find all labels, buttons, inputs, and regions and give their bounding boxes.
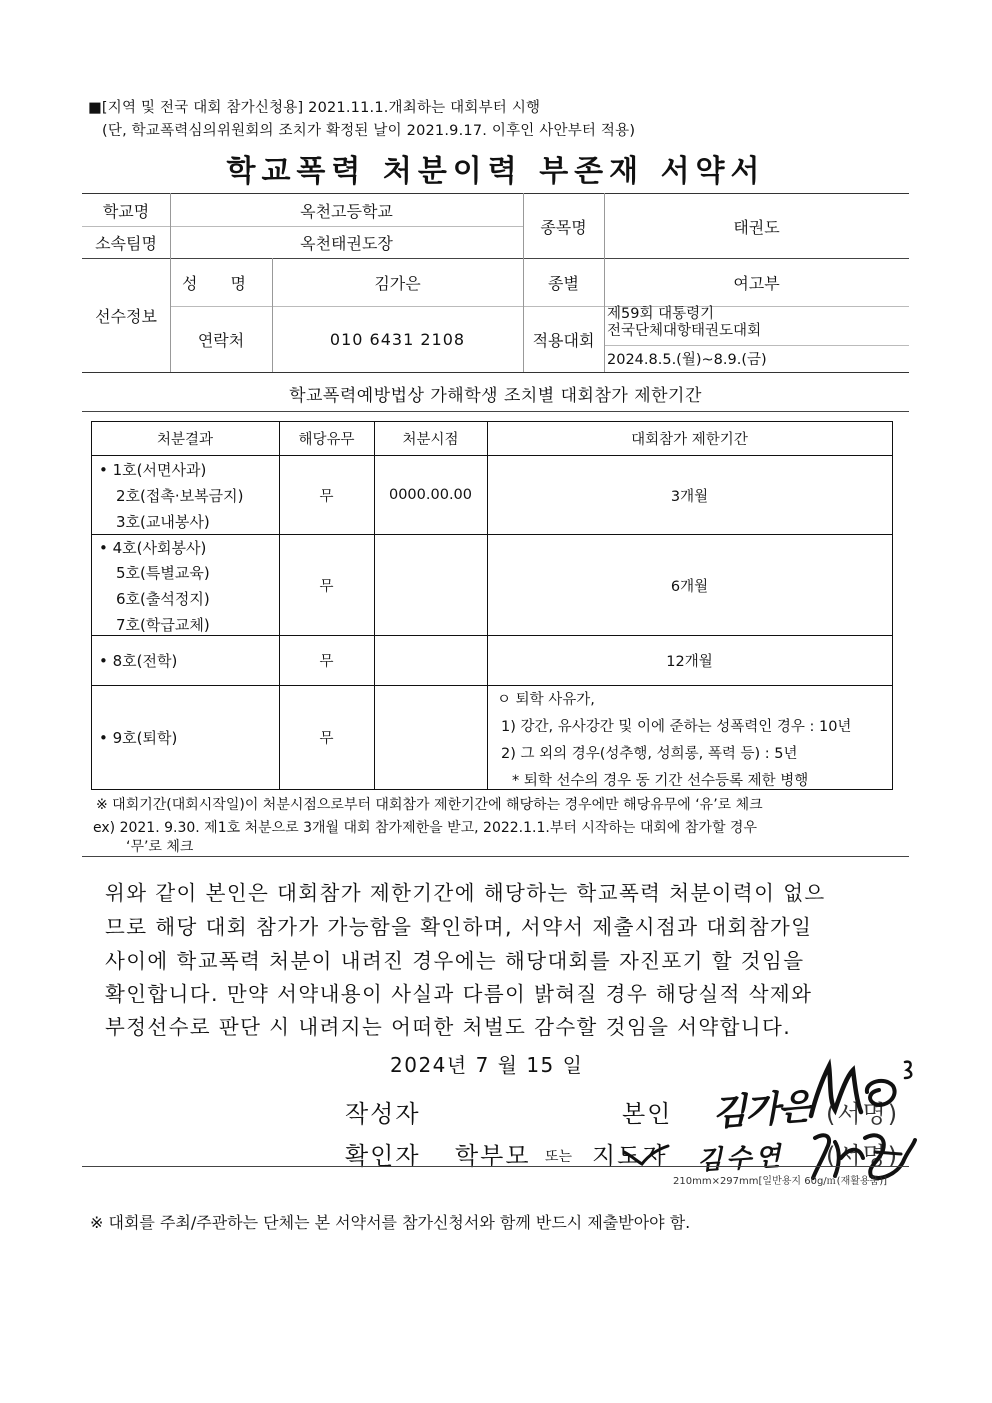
event-line-2: 전국단체대항태권도대회 — [607, 323, 762, 339]
event-line-1: 제59회 대통령기 — [607, 306, 715, 322]
confirmer-handwritten-name: 김수연 — [696, 1141, 786, 1177]
col-header-period: 대회참가 제한기간 — [631, 432, 748, 448]
row4-date — [374, 686, 487, 788]
row2-item-4: 7호(학급교체) — [116, 616, 210, 634]
row2-item-3: 6호(출석정지) — [116, 590, 210, 608]
row1-item-3: 3호(교내봉사) — [116, 513, 210, 531]
check-mark-scribble — [620, 1142, 672, 1168]
contact-value: 010 6431 2108 — [329, 329, 466, 349]
note-1: ※ 대회기간(대회시작일)이 처분시점으로부터 대회참가 제한기간에 해당하는 경우에만 해당유무에 ‘유’로 체크 — [96, 797, 763, 813]
seal-2: (서명) — [826, 1142, 900, 1170]
row1-date: 0000.00.00 — [388, 487, 473, 503]
row4-applicable: 무 — [319, 730, 334, 747]
self-label: 본인 — [622, 1100, 673, 1128]
notice-line-2: (단, 학교폭력심의위원회의 조치가 확정된 날이 2021.9.17. 이후인 사안부터 적용) — [102, 123, 636, 139]
paper-spec: 210mm×297mm[일반용지 60g/㎡(재활용품)] — [673, 1176, 888, 1187]
row4-period-line-1: ㅇ 퇴학 사유가, — [497, 692, 595, 708]
school-label: 학교명 — [102, 201, 150, 221]
contact-label: 연락처 — [197, 330, 245, 350]
parent-label: 학부모 — [455, 1142, 531, 1170]
or-label: 또는 — [545, 1149, 573, 1165]
pledge-line-1: 위와 같이 본인은 대회참가 제한기간에 해당하는 학교폭력 처분이력이 없으 — [105, 881, 826, 905]
note-3: ‘무’로 체크 — [126, 839, 194, 855]
sport-label: 종목명 — [540, 217, 587, 237]
name-label: 성 명 — [182, 273, 260, 293]
row3-date — [374, 636, 487, 685]
pledge-line-2: 므로 해당 대회 참가가 가능함을 확인하며, 서약서 제출시점과 대회참가일 — [105, 915, 813, 939]
col-header-date: 처분시점 — [402, 432, 459, 448]
team-label: 소속팀명 — [95, 233, 157, 253]
row1-item-2: 2호(접촉·보복금지) — [116, 487, 244, 505]
row3-applicable: 무 — [319, 654, 334, 670]
event-label: 적용대회 — [532, 330, 595, 350]
row2-item-2: 5호(특별교육) — [116, 564, 210, 582]
row1-item-1: • 1호(서면사과) — [99, 461, 207, 479]
row1-period: 3개월 — [670, 488, 709, 505]
col-header-applicable: 해당유무 — [298, 432, 355, 448]
seal-1: (서명) — [826, 1100, 900, 1128]
notice-line-1: ■[지역 및 전국 대회 참가신청용] 2021.11.1.개최하는 대회부터 시행 — [88, 100, 541, 116]
row2-applicable: 무 — [319, 578, 334, 595]
writer-label: 작성자 — [345, 1100, 421, 1128]
confirmer-label: 확인자 — [345, 1142, 421, 1170]
name-value: 김가은 — [374, 273, 421, 293]
note-2: ex) 2021. 9.30. 제1호 처분으로 3개월 대회 참가제한을 받고, 2022.1.1.부터 시작하는 대회에 참가할 경우 — [93, 820, 757, 836]
row2-period: 6개월 — [670, 578, 709, 595]
pledge-line-4: 확인합니다. 만약 서약내용이 사실과 다름이 밝혀질 경우 해당실적 삭제와 — [105, 982, 813, 1006]
row4-period-line-3: 2) 그 외의 경우(성추행, 성희롱, 폭력 등) : 5년 — [501, 746, 798, 762]
school-value: 옥천고등학교 — [300, 201, 393, 221]
row4-item-1: • 9호(퇴학) — [99, 729, 178, 747]
gender-value: 여고부 — [733, 273, 780, 293]
coach-label: 지도자 — [592, 1142, 668, 1170]
row3-item-1: • 8호(전학) — [99, 652, 178, 670]
col-header-result: 처분결과 — [156, 432, 214, 448]
row3-period: 12개월 — [666, 654, 713, 670]
section-title: 학교폭력예방법상 가해학생 조치별 대회참가 제한기간 — [289, 385, 702, 406]
row4-period-line-4: * 퇴학 선수의 경우 동 기간 선수등록 제한 병행 — [512, 773, 809, 789]
document-title: 학교폭력 처분이력 부존재 서약서 — [226, 154, 766, 189]
sport-value: 태권도 — [733, 217, 780, 237]
team-value: 옥천태권도장 — [300, 233, 393, 253]
athlete-info-label: 선수정보 — [95, 306, 157, 326]
row4-period-line-2: 1) 강간, 유사강간 및 이에 준하는 성폭력인 경우 : 10년 — [501, 719, 852, 735]
pledge-line-3: 사이에 학교폭력 처분이 내려진 경우에는 해당대회를 자진포기 할 것임을 — [105, 949, 805, 973]
event-name — [607, 306, 761, 340]
pledge-date: 2024년 7 월 15 일 — [390, 1053, 584, 1077]
footer-note: ※ 대회를 주최/주관하는 단체는 본 서약서를 참가신청서와 함께 반드시 제출받아야 함. — [90, 1213, 691, 1232]
writer-handwritten-name: 김가은 — [710, 1085, 812, 1135]
row1-applicable: 무 — [319, 488, 334, 505]
event-date: 2024.8.5.(월)~8.9.(금) — [607, 352, 767, 368]
row2-item-1: • 4호(사회봉사) — [99, 539, 207, 557]
pledge-line-5: 부정선수로 판단 시 내려지는 어떠한 처벌도 감수할 것임을 서약합니다. — [105, 1015, 792, 1039]
row2-date — [374, 535, 487, 635]
gender-label: 종별 — [548, 273, 579, 293]
